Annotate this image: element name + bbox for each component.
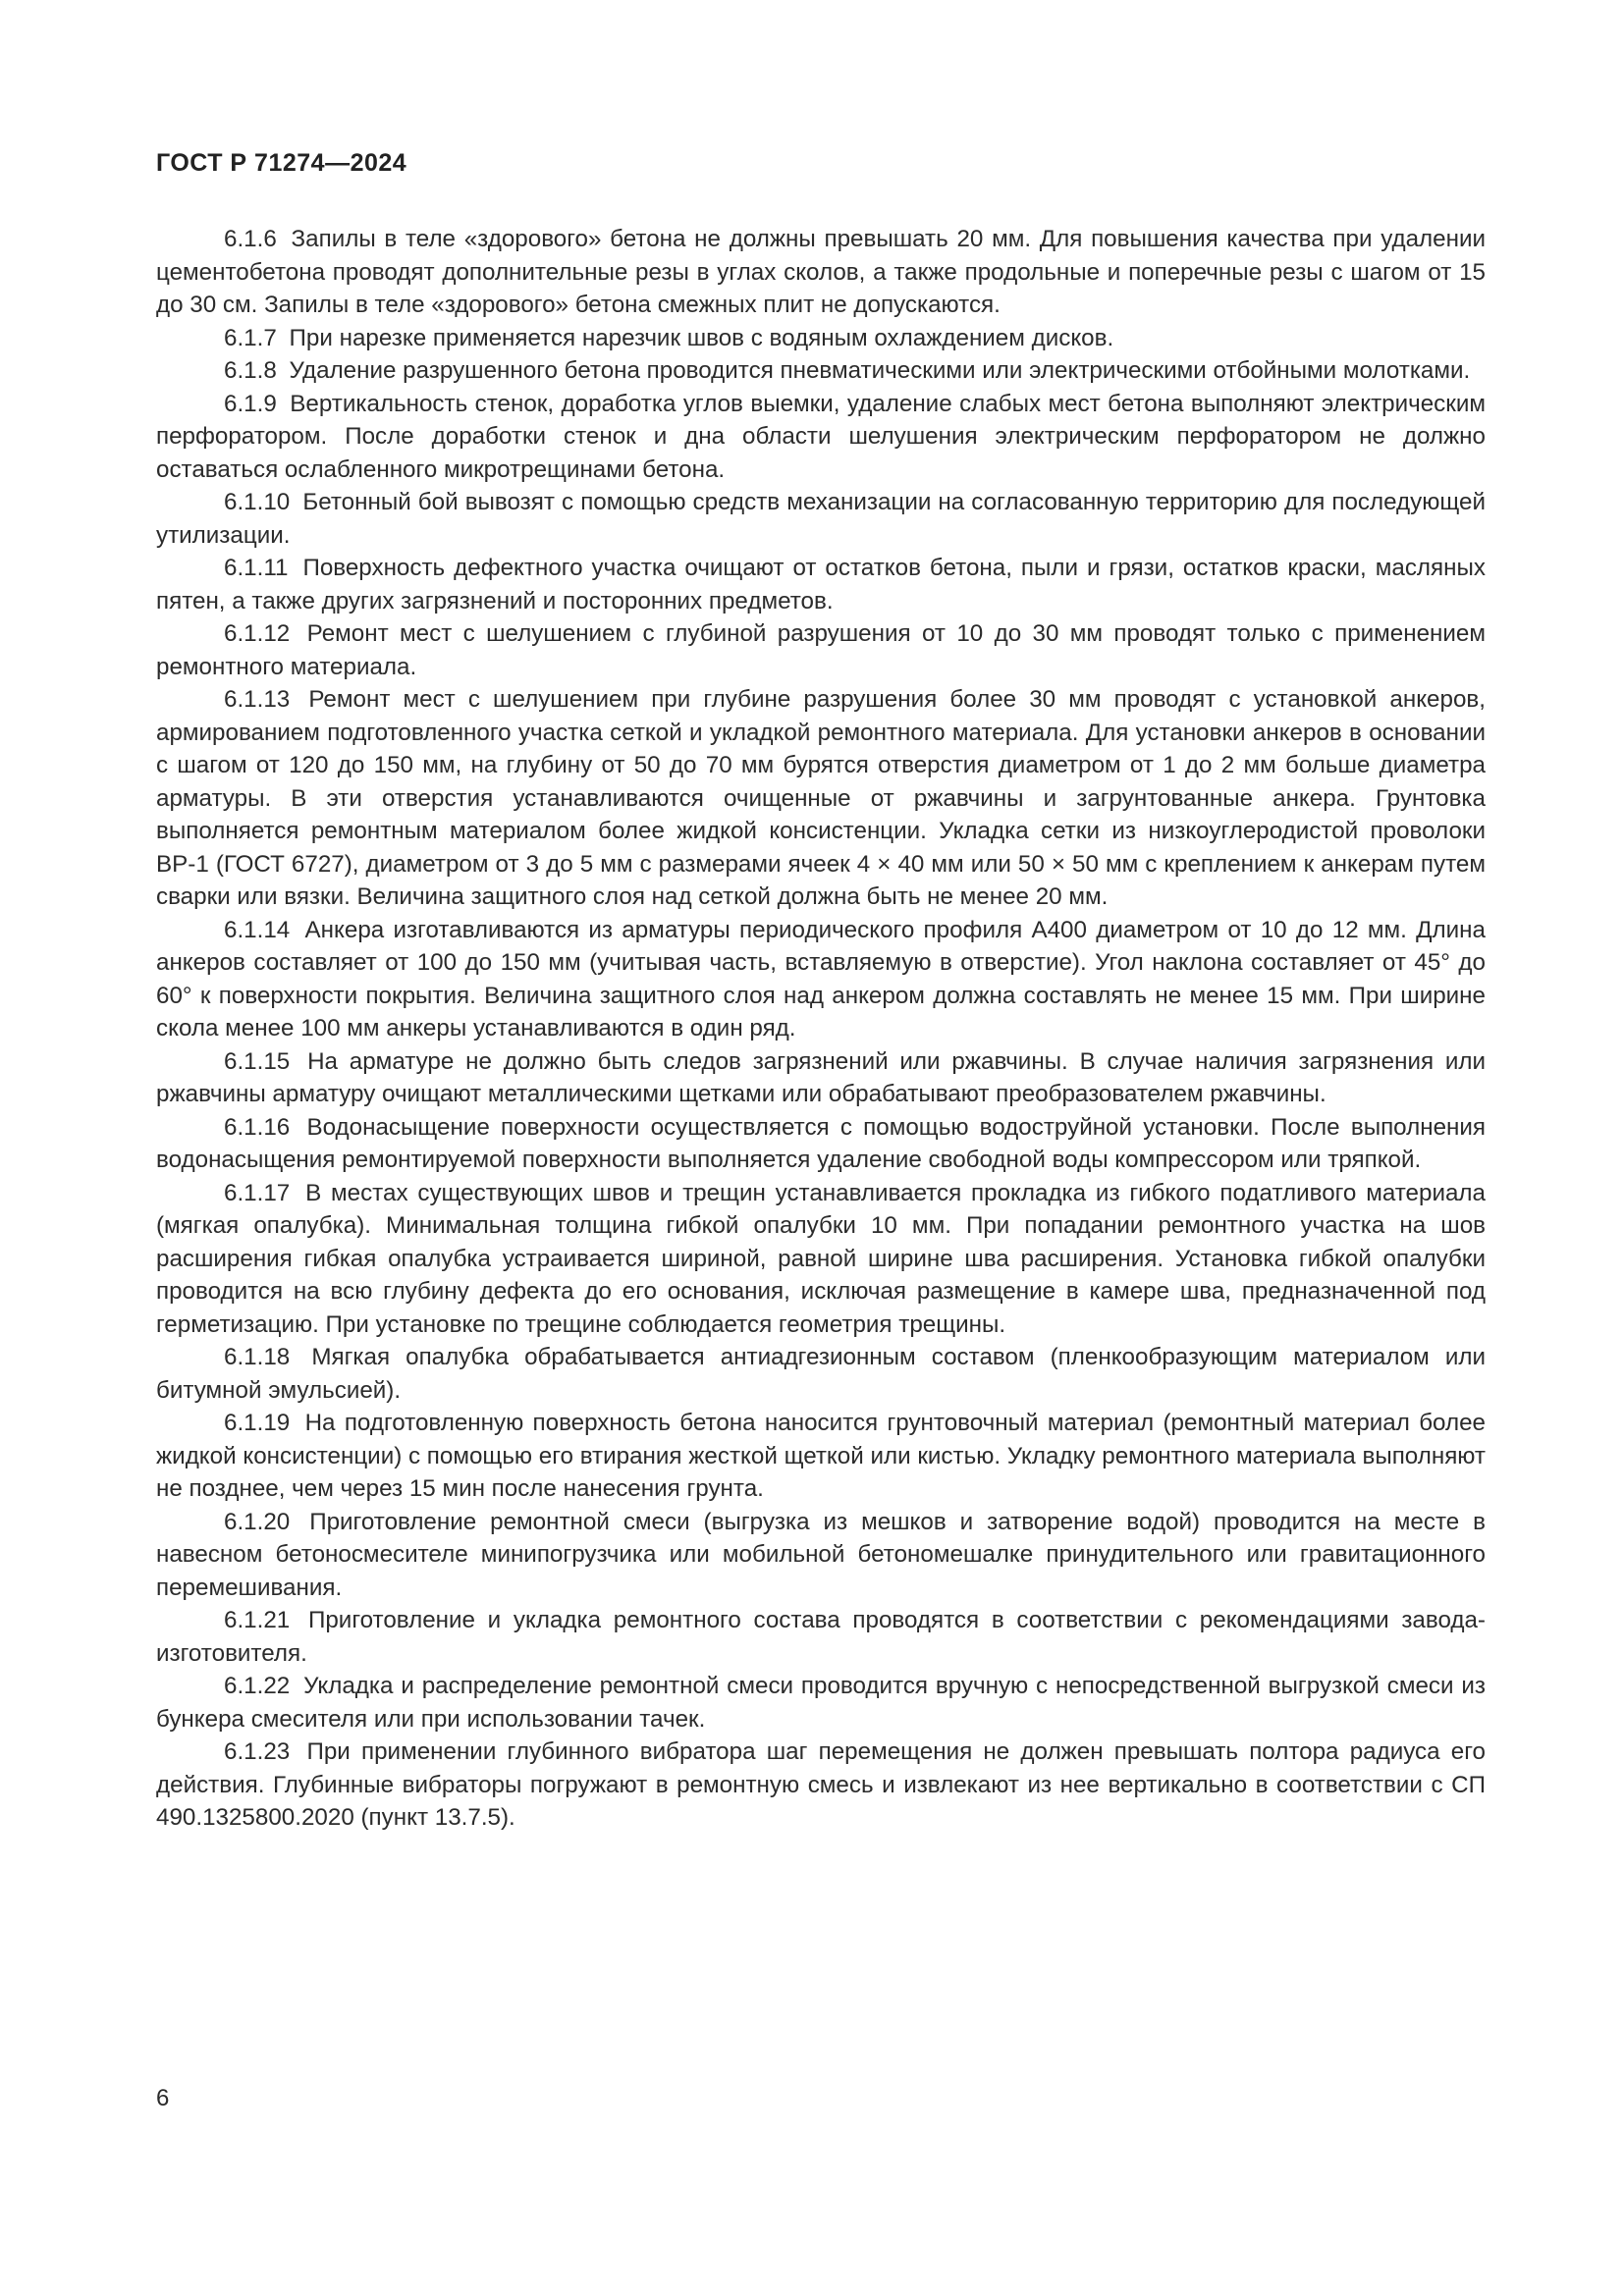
paragraph-text: Анкера изготавливаются из арматуры периодического профиля А400 диаметром от 10 до 12 мм. Длина анкеров составляет от 100 до 150 мм (учитывая часть, вставляемую в отверстие). Угол наклона составляет от 45° до 60° к поверхности покрытия. Величина защитного слоя над анкером должна составлять не менее 15 мм. При ширине скола менее 100 мм анкеры устанавливаются в один ряд.	[156, 916, 1486, 1041]
paragraph-number: 6.1.15	[224, 1047, 291, 1075]
paragraph-6-1-19	[156, 1407, 1486, 1506]
paragraph-text: Удаление разрушенного бетона проводится пневматическими или электрическими отбойными молотками.	[289, 357, 1471, 384]
paragraph-6-1-15	[156, 1045, 1486, 1111]
document-header: ГОСТ Р 71274—2024	[156, 149, 407, 177]
paragraph-6-1-16	[156, 1111, 1486, 1177]
paragraph-6-1-17	[156, 1177, 1486, 1342]
paragraph-number: 6.1.11	[224, 555, 289, 581]
paragraph-text: При нарезке применяется нарезчик швов с водяным охлаждением дисков.	[289, 324, 1114, 351]
paragraph-number: 6.1.22	[224, 1673, 291, 1699]
paragraph-text: Укладка и распределение ремонтной смеси проводится вручную с непосредственной выгрузкой смеси из бункера смесителя или при использовании тачек.	[156, 1673, 1486, 1733]
paragraph-number: 6.1.10	[224, 489, 291, 515]
paragraph-text: На подготовленную поверхность бетона наносится грунтовочный материал (ремонтный материал более жидкой консистенции) с помощью его втирания жесткой щеткой или кистью. Укладку ремонтного материала выполняют не позднее, чем через 15 мин после нанесения грунта.	[156, 1410, 1486, 1502]
paragraph-6-1-12	[156, 617, 1486, 683]
paragraph-text: В местах существующих швов и трещин устанавливается прокладка из гибкого податливого материала (мягкая опалубка). Минимальная толщина гибкой опалубки 10 мм. При попадании ремонтного участка на шов расширения гибкая опалубка устраивается шириной, равной ширине шва расширения. Установка гибкой опалубки проводится на всю глубину дефекта до его основания, исключая размещение в камере шва, предназначенной под герметизацию. При установке по трещине соблюдается геометрия трещины.	[156, 1179, 1486, 1338]
paragraph-6-1-23	[156, 1735, 1486, 1835]
paragraph-6-1-18	[156, 1341, 1486, 1407]
document-body	[156, 223, 1486, 1835]
paragraph-text: Запилы в теле «здорового» бетона не должны превышать 20 мм. Для повышения качества при удалении цементобетона проводят дополнительные резы в углах сколов, а также продольные и поперечные резы с шагом от 15 до 30 см. Запилы в теле «здорового» бетона смежных плит не допускаются.	[156, 226, 1486, 318]
paragraph-number: 6.1.20	[224, 1508, 291, 1535]
paragraph-6-1-6	[156, 223, 1486, 322]
paragraph-number: 6.1.19	[224, 1410, 291, 1436]
paragraph-number: 6.1.8	[224, 357, 277, 384]
paragraph-text: Водонасыщение поверхности осуществляется с помощью водоструйной установки. После выполнения водонасыщения ремонтируемой поверхности выполняется удаление свободной воды компрессором или тряпкой.	[156, 1113, 1486, 1173]
paragraph-6-1-9	[156, 388, 1486, 487]
paragraph-text: Мягкая опалубка обрабатывается антиадгезионным составом (пленкообразующим материалом или битумной эмульсией).	[156, 1344, 1486, 1404]
paragraph-number: 6.1.17	[224, 1179, 291, 1206]
paragraph-text: Ремонт мест с шелушением с глубиной разрушения от 10 до 30 мм проводят только с применением ремонтного материала.	[156, 620, 1486, 680]
page-number: 6	[156, 2085, 170, 2111]
paragraph-text: При применении глубинного вибратора шаг перемещения не должен превышать полтора радиуса его действия. Глубинные вибраторы погружают в ремонтную смесь и извлекают из нее вертикально в соответствии с СП 490.1325800.2020 (пункт 13.7.5).	[156, 1738, 1486, 1831]
paragraph-number: 6.1.23	[224, 1738, 291, 1765]
paragraph-text: Приготовление ремонтной смеси (выгрузка из мешков и затворение водой) проводится на месте в навесном бетоносмесителе минипогрузчика или мобильной бетономешалке принудительного или гравитационного перемешивания.	[156, 1508, 1486, 1601]
paragraph-6-1-21	[156, 1604, 1486, 1670]
paragraph-number: 6.1.21	[224, 1607, 291, 1633]
paragraph-6-1-13	[156, 683, 1486, 914]
paragraph-6-1-22	[156, 1670, 1486, 1735]
paragraph-number: 6.1.6	[224, 226, 277, 252]
paragraph-6-1-7	[156, 322, 1486, 355]
paragraph-number: 6.1.9	[224, 390, 277, 417]
paragraph-number: 6.1.16	[224, 1113, 291, 1141]
paragraph-text: Поверхность дефектного участка очищают от остатков бетона, пыли и грязи, остатков краски, масляных пятен, а также других загрязнений и посторонних предметов.	[156, 555, 1486, 614]
paragraph-6-1-11	[156, 552, 1486, 617]
paragraph-number: 6.1.18	[224, 1344, 291, 1370]
paragraph-number: 6.1.14	[224, 916, 291, 943]
paragraph-6-1-8	[156, 354, 1486, 388]
paragraph-text: Бетонный бой вывозят с помощью средств механизации на согласованную территорию для последующей утилизации.	[156, 489, 1486, 549]
paragraph-text: Ремонт мест с шелушением при глубине разрушения более 30 мм проводят с установкой анкеров, армированием подготовленного участка сеткой и укладкой ремонтного материала. Для установки анкеров в основании с шагом от 120 до 150 мм, на глубину от 50 до 70 мм бурятся отверстия диаметром от 1 до 2 мм больше диаметра арматуры. В эти отверстия устанавливаются очищенные от ржавчины и загрунтованные анкера. Грунтовка выполняется ремонтным материалом более жидкой консистенции. Укладка сетки из низкоуглеродистой проволоки ВР-1 (ГОСТ 6727), диаметром от 3 до 5 мм с размерами ячеек 4 × 40 мм или 50 × 50 мм с креплением к анкерам путем сварки или вязки. Величина защитного слоя над сеткой должна быть не менее 20 мм.	[156, 686, 1486, 910]
paragraph-6-1-10	[156, 486, 1486, 552]
paragraph-text: На арматуре не должно быть следов загрязнений или ржавчины. В случае наличия загрязнения или ржавчины арматуру очищают металлическими щетками или обрабатывают преобразователем ржавчины.	[156, 1047, 1486, 1107]
paragraph-6-1-14	[156, 914, 1486, 1045]
paragraph-number: 6.1.12	[224, 620, 291, 647]
paragraph-6-1-20	[156, 1506, 1486, 1605]
paragraph-number: 6.1.13	[224, 686, 291, 713]
paragraph-text: Приготовление и укладка ремонтного состава проводятся в соответствии с рекомендациями завода-изготовителя.	[156, 1607, 1486, 1667]
paragraph-number: 6.1.7	[224, 324, 277, 351]
paragraph-text: Вертикальность стенок, доработка углов выемки, удаление слабых мест бетона выполняют электрическим перфоратором. После доработки стенок и дна области шелушения электрическим перфоратором не должно оставаться ослабленного микротрещинами бетона.	[156, 390, 1486, 483]
